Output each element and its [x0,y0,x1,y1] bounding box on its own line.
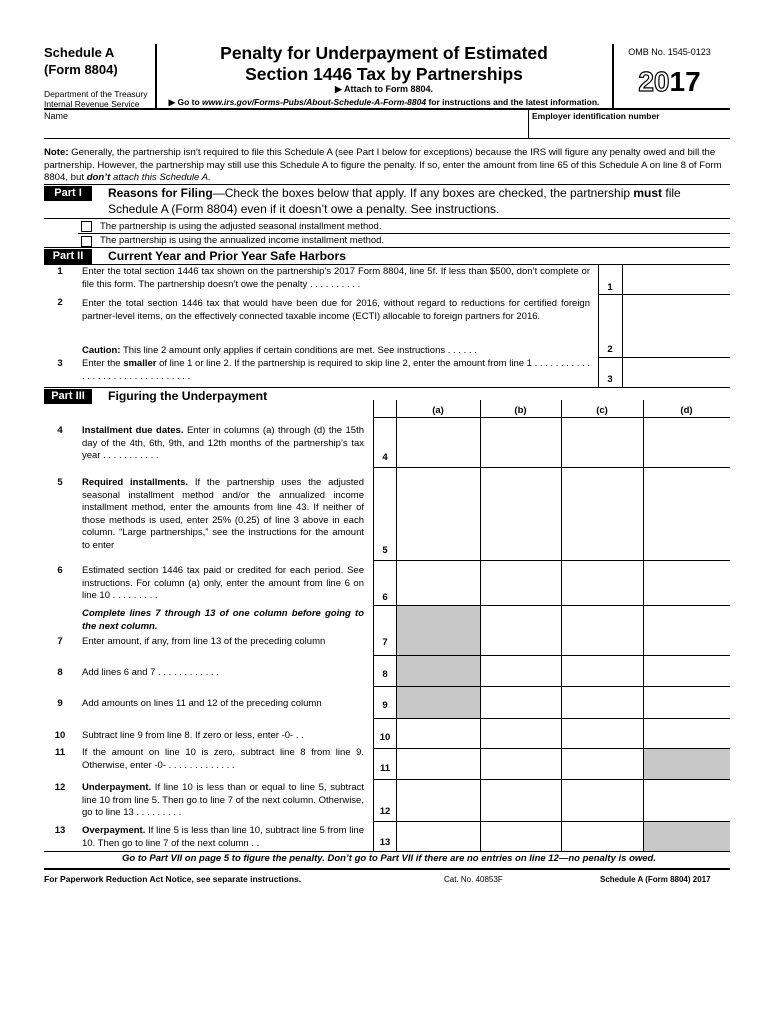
line6-col-d-field[interactable] [644,561,730,605]
name-rule [44,138,730,139]
line8-box-number: 8 [382,669,388,680]
line10-col-c-field[interactable] [562,719,643,748]
goto-instruction [160,97,608,108]
form-title [160,43,608,85]
line3-text [82,358,590,383]
part3-rule [44,387,730,388]
line4-bold: Installment due dates. [82,425,184,436]
line5-box-number: 5 [382,545,388,556]
go-to-part7-note: Go to Part VII on page 5 to figure the penalty. Don’t go to Part VII if there are no entries on line 12—no penalty is owed. [121,853,656,864]
title-line2: Section 1446 Tax by Partnerships [245,64,523,84]
line5-bold: Required installments. [82,477,189,488]
line10-box-number: 10 [379,732,391,743]
column-header-c: (c) [596,405,608,416]
note-text1: Generally, the partnership isn’t required to file this Schedule A (see Part I below for exceptions) because the IRS will figure any penalty owed and bill the partnership. However, the partnership may still use this Schedule A to figure the penalty. If so, enter the amount from line 65 of this Schedule A on line 8 of Form 8804, but [44,147,722,183]
complete-lines-note: Complete lines 7 through 13 of one column before going to the next column. [82,608,364,632]
column-header-a: (a) [432,405,444,416]
part2-badge: Part II [44,249,92,264]
note-label: Note: [44,147,69,158]
line-number: 7 [57,636,63,647]
line8-text: Add lines 6 and 7 . . . . . . . . . . . . [82,667,219,678]
line11-col-a-field[interactable] [397,749,480,779]
checkbox-label-adjusted-seasonal: The partnership is using the adjusted seasonal installment method. [100,221,382,232]
paperwork-notice: For Paperwork Reduction Act Notice, see separate instructions. [44,874,302,884]
part1-bottom-rule [44,218,730,219]
line7-text: Enter amount, if any, from line 13 of the preceding column [82,636,326,647]
line6-col-a-field[interactable] [397,561,480,605]
checkbox-divider [78,233,730,234]
line-number: 1 [57,266,63,277]
line13-col-d-field [644,822,730,851]
line7-col-d-field[interactable] [644,606,730,655]
part1-badge: Part I [44,186,92,201]
line11-col-d-field [644,749,730,779]
column-header-d: (d) [680,405,693,416]
line11-box-number: 11 [379,763,391,774]
line2-amount-field[interactable] [623,295,730,357]
line-number: 9 [57,698,63,709]
line7-col-b-field[interactable] [481,606,561,655]
line13-col-b-field[interactable] [481,822,561,851]
line-number: 2 [57,297,63,308]
line-number: 12 [54,782,66,793]
form-identifier: Schedule A (Form 8804) 2017 [600,875,711,884]
note-text2: attach this Schedule A. [110,172,211,183]
line5-col-b-field[interactable] [481,468,561,560]
line4-col-d-field[interactable] [644,418,730,467]
line9-col-c-field[interactable] [562,687,643,718]
line-number: 3 [57,358,63,369]
line10-col-a-field[interactable] [397,719,480,748]
line4-col-c-field[interactable] [562,418,643,467]
line12-text [82,782,364,820]
part2-box-left [598,264,599,387]
name-label: Name [44,111,69,121]
part1-must: must [633,186,663,200]
line-number: 6 [57,565,63,576]
line-number: 4 [57,425,63,436]
line8-col-b-field[interactable] [481,656,561,686]
line13-box-number: 13 [379,837,391,848]
department [44,89,147,109]
note-emph: don’t [86,172,111,183]
column-header-b: (b) [514,405,527,416]
goto-url[interactable]: www.irs.gov/Forms-Pubs/About-Schedule-A-Form-8804 [202,97,427,107]
line10-col-d-field[interactable] [644,719,730,748]
line-number: 10 [54,730,66,741]
line-number: 8 [57,667,63,678]
line8-col-c-field[interactable] [562,656,643,686]
goto-suffix: for instructions and the latest information. [426,97,600,107]
line3-amount-field[interactable] [623,358,730,387]
line8-col-d-field[interactable] [644,656,730,686]
line6-box-number: 6 [382,592,388,603]
part2-title: Current Year and Prior Year Safe Harbors [108,249,346,263]
dept-line1: Department of the Treasury [44,89,148,99]
line7-col-a-field [397,606,480,655]
line6-text: Estimated section 1446 tax paid or credited for each period. See instructions. For column (a) only, enter the amount from line 6 on line 10 . . . . . . . . . [82,565,364,601]
line12-bold: Underpayment. [82,782,152,793]
line5-col-d-field[interactable] [644,468,730,560]
line2-box-number: 2 [607,344,613,355]
line13-col-c-field[interactable] [562,822,643,851]
line4-rest: Enter in columns (a) through (d) the 15th day of the 4th, 6th, 9th, and 12th months of the partnership’s tax year . . . . . . . . . . . [82,425,364,461]
part1-text-a: —Check the boxes below that apply. If any boxes are checked, the partnership [212,186,634,200]
title-line1: Penalty for Underpayment of Estimated [220,43,548,63]
line12-rest: If line 10 is less than or equal to line 5, subtract line 10 from line 5. Then go to line 7 of the next column. Otherwise, go to line 13 . . . . . . . . . [82,782,364,818]
line11-col-b-field[interactable] [481,749,561,779]
ein-label: Employer identification number [532,111,660,121]
part3-badge: Part III [44,389,92,404]
name-field[interactable] [44,120,528,138]
part1-text [108,185,733,217]
caution-text: This line 2 amount only applies if certain conditions are met. See instructions . . . . . . [120,345,477,356]
checkbox-label-annualized-income: The partnership is using the annualized income installment method. [100,235,385,246]
part1-title: Reasons for Filing [108,186,213,200]
line3-smaller: smaller [123,358,157,369]
goto-prefix: ▶ Go to [168,97,203,107]
line6-col-b-field[interactable] [481,561,561,605]
note-paragraph [44,147,730,185]
header-divider-left [155,44,157,108]
footer-rule [44,868,730,870]
line1-box-number: 1 [607,282,613,293]
grid-h-13 [44,851,730,852]
omb-number: OMB No. 1545-0123 [628,47,711,57]
line2-text: Enter the total section 1446 tax that would have been due for 2016, without regard to reductions for certified foreign partner-level items, on the effectively connected taxable income (ECTI) allocable to foreign partners for 2016. [82,298,590,322]
checkbox-adjusted-seasonal[interactable] [81,221,92,232]
line12-col-d-field[interactable] [644,780,730,821]
line5-rest: If the partnership uses the adjusted seasonal installment method and/or the annualized income installment method, enter the amounts from line 43. If neither of those methods is used, enter 25% (0.25) of line 3 above in each column. “Large partnerships,” see the instructions for the amount to enter [82,477,364,551]
line10-text: Subtract line 9 from line 8. If zero or less, enter -0- . . [82,730,304,741]
line13-rest: If line 5 is less than line 10, subtract line 5 from line 10. Then go to line 7 of the next column . . [82,825,364,849]
line12-box-number: 12 [379,806,391,817]
line5-col-c-field[interactable] [562,468,643,560]
part1-text-b: file Schedule A (Form 8804) even if it doesn’t owe a penalty. See instructions. [108,186,681,216]
line4-col-b-field[interactable] [481,418,561,467]
line12-col-b-field[interactable] [481,780,561,821]
line5-text [82,477,364,552]
line1-amount-field[interactable] [623,265,730,294]
line13-bold: Overpayment. [82,825,146,836]
part2-rule [44,247,730,248]
header-divider-right [612,44,614,108]
line11-text: If the amount on line 10 is zero, subtract line 8 from line 9. Otherwise, enter -0- . . . . . . . . . . . . . [82,747,364,771]
catalog-number: Cat. No. 40853F [444,875,503,884]
line5-col-a-field[interactable] [397,468,480,560]
line7-box-number: 7 [382,637,388,648]
line2-caution [82,345,590,358]
line4-box-number: 4 [382,452,388,463]
caution-label: Caution: [82,345,121,356]
line3-b: of line 1 or line 2. If the partnership is required to skip line 2, enter the amount from line 1 . . . . . . . . . . . . . . . . . . . . . . . . . . . . . . . . [82,358,591,382]
checkbox-annualized-income[interactable] [81,236,92,247]
year-outline: 20 [638,66,670,97]
line3-a: Enter the [82,358,124,369]
line-number: 5 [57,477,63,488]
schedule-id [44,44,118,78]
line9-text: Add amounts on lines 11 and 12 of the preceding column [82,698,322,709]
line3-box-number: 3 [607,374,613,385]
line8-col-a-field [397,656,480,686]
attach-instruction: ▶ Attach to Form 8804. [334,84,434,94]
ein-field[interactable] [529,120,730,138]
line10-col-b-field[interactable] [481,719,561,748]
header-rule [44,108,730,110]
line6-col-c-field[interactable] [562,561,643,605]
line-number: 13 [54,825,66,836]
line11-col-c-field[interactable] [562,749,643,779]
year-solid: 17 [669,66,701,97]
line9-col-a-field [397,687,480,718]
line12-col-a-field[interactable] [397,780,480,821]
part3-title: Figuring the Underpayment [108,389,268,403]
schedule-line2: (Form 8804) [44,62,118,77]
line7-col-c-field[interactable] [562,606,643,655]
schedule-line1: Schedule A [44,45,115,60]
line9-col-d-field[interactable] [644,687,730,718]
line13-text [82,825,364,850]
line1-text: Enter the total section 1446 tax shown on the partnership’s 2017 Form 8804, line 5f. If less than $500, don’t complete or file this form. The partnership doesn’t owe the penalty . . . . . . . . . . [82,266,590,290]
line12-col-c-field[interactable] [562,780,643,821]
tax-year [612,66,727,98]
line9-col-b-field[interactable] [481,687,561,718]
line9-box-number: 9 [382,700,388,711]
dept-line2: Internal Revenue Service [44,99,140,109]
line-number: 11 [54,747,66,758]
line4-col-a-field[interactable] [397,418,480,467]
line13-col-a-field[interactable] [397,822,480,851]
line4-text [82,425,364,463]
